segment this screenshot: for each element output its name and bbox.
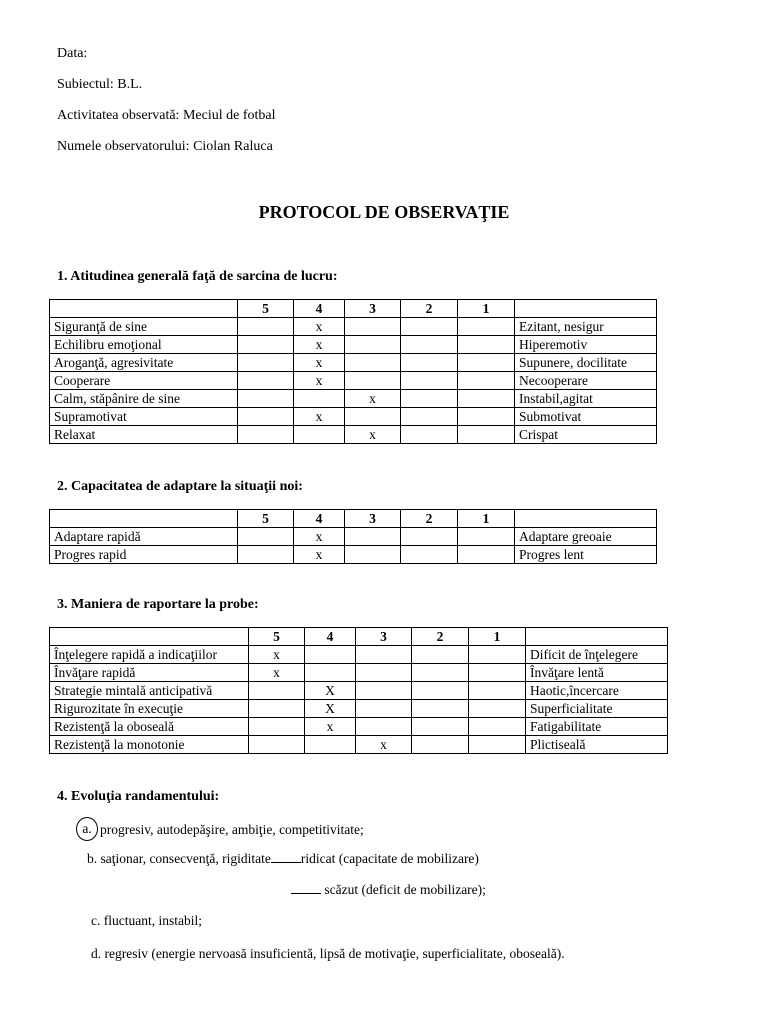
score-cell: x bbox=[294, 354, 345, 372]
table-row bbox=[50, 318, 657, 336]
opposite-trait-cell: Hiperemotiv bbox=[515, 336, 657, 354]
score-cell bbox=[249, 736, 305, 754]
score-cell bbox=[305, 664, 356, 682]
trait-cell bbox=[50, 300, 238, 318]
opposite-trait-cell: Instabil,agitat bbox=[515, 390, 657, 408]
table-header-row bbox=[50, 510, 657, 528]
section3-heading: 3. Maniera de raportare la probe: bbox=[57, 597, 259, 612]
score-cell: x bbox=[294, 372, 345, 390]
score-cell bbox=[401, 354, 458, 372]
score-header-cell: 4 bbox=[294, 300, 345, 318]
score-cell bbox=[469, 700, 526, 718]
score-cell bbox=[345, 546, 401, 564]
table-row bbox=[50, 736, 668, 754]
header-subject: Subiectul: B.L. bbox=[57, 77, 143, 92]
opposite-trait-cell: Haotic,încercare bbox=[526, 682, 668, 700]
score-cell bbox=[238, 318, 294, 336]
table-row bbox=[50, 682, 668, 700]
blank-line bbox=[291, 881, 321, 894]
trait-cell: Relaxat bbox=[50, 426, 238, 444]
score-cell: x bbox=[294, 408, 345, 426]
table-row bbox=[50, 646, 668, 664]
score-cell: X bbox=[305, 700, 356, 718]
score-cell bbox=[401, 408, 458, 426]
section1-heading: 1. Atitudinea generală faţă de sarcina de lucru: bbox=[57, 269, 338, 284]
score-cell bbox=[469, 718, 526, 736]
score-cell bbox=[238, 528, 294, 546]
score-cell bbox=[412, 646, 469, 664]
opposite-trait-cell: Submotivat bbox=[515, 408, 657, 426]
table-header-row bbox=[50, 300, 657, 318]
score-cell bbox=[458, 372, 515, 390]
score-cell bbox=[294, 426, 345, 444]
score-cell bbox=[412, 664, 469, 682]
score-cell bbox=[458, 354, 515, 372]
option-b-high: ridicat (capacitate de mobilizare) bbox=[300, 851, 479, 866]
opposite-trait-cell: Dificit de înţelegere bbox=[526, 646, 668, 664]
score-cell bbox=[238, 408, 294, 426]
score-cell bbox=[238, 546, 294, 564]
option-a-letter-circled: a. bbox=[76, 817, 98, 841]
score-header-cell: 5 bbox=[238, 300, 294, 318]
table-row bbox=[50, 408, 657, 426]
section4-heading: 4. Evoluţia randamentului: bbox=[57, 789, 220, 804]
trait-cell: Aroganţă, agresivitate bbox=[50, 354, 238, 372]
trait-cell: Echilibru emoţional bbox=[50, 336, 238, 354]
trait-cell: Progres rapid bbox=[50, 546, 238, 564]
option-d: d. regresiv (energie nervoasă insuficientă, lipsă de motivaţie, superficialitate, oboseală). bbox=[91, 946, 565, 961]
score-header-cell: 4 bbox=[294, 510, 345, 528]
score-cell: X bbox=[305, 682, 356, 700]
section3-table bbox=[49, 627, 668, 754]
table-row bbox=[50, 700, 668, 718]
trait-cell: Rezistenţă la oboseală bbox=[50, 718, 249, 736]
option-a-text: progresiv, autodepăşire, ambiţie, competitivitate; bbox=[100, 822, 364, 837]
section1-table bbox=[49, 299, 657, 444]
table-row bbox=[50, 546, 657, 564]
score-cell bbox=[412, 718, 469, 736]
score-cell bbox=[249, 682, 305, 700]
score-cell bbox=[401, 318, 458, 336]
score-cell bbox=[469, 736, 526, 754]
score-header-cell: 3 bbox=[345, 300, 401, 318]
table-row bbox=[50, 664, 668, 682]
trait-cell bbox=[50, 628, 249, 646]
table-row bbox=[50, 426, 657, 444]
score-cell bbox=[458, 318, 515, 336]
score-cell bbox=[458, 528, 515, 546]
score-header-cell: 3 bbox=[356, 628, 412, 646]
score-cell: x bbox=[294, 318, 345, 336]
trait-cell: Învăţare rapidă bbox=[50, 664, 249, 682]
trait-cell: Cooperare bbox=[50, 372, 238, 390]
option-b-text: b. saţionar, consecvenţă, rigiditate bbox=[87, 851, 271, 866]
score-header-cell: 4 bbox=[305, 628, 356, 646]
score-cell bbox=[458, 546, 515, 564]
option-b bbox=[87, 850, 479, 867]
trait-cell: Siguranţă de sine bbox=[50, 318, 238, 336]
opposite-trait-cell: Adaptare greoaie bbox=[515, 528, 657, 546]
score-cell bbox=[238, 426, 294, 444]
opposite-trait-cell: Fatigabilitate bbox=[526, 718, 668, 736]
section2-heading: 2. Capacitatea de adaptare la situaţii noi: bbox=[57, 479, 303, 494]
score-cell bbox=[305, 646, 356, 664]
table-row bbox=[50, 718, 668, 736]
opposite-trait-cell: Plictiseală bbox=[526, 736, 668, 754]
score-cell bbox=[238, 354, 294, 372]
opposite-trait-cell: Învăţare lentă bbox=[526, 664, 668, 682]
score-header-cell: 1 bbox=[458, 300, 515, 318]
score-cell bbox=[401, 372, 458, 390]
table-row bbox=[50, 336, 657, 354]
score-cell bbox=[401, 426, 458, 444]
score-cell bbox=[356, 682, 412, 700]
header-activity: Activitatea observată: Meciul de fotbal bbox=[57, 108, 276, 123]
table-row bbox=[50, 528, 657, 546]
score-header-cell: 5 bbox=[238, 510, 294, 528]
score-cell bbox=[401, 546, 458, 564]
opposite-trait-cell: Ezitant, nesigur bbox=[515, 318, 657, 336]
opposite-trait-cell: Supunere, docilitate bbox=[515, 354, 657, 372]
score-cell: x bbox=[305, 718, 356, 736]
score-cell bbox=[401, 528, 458, 546]
score-cell bbox=[401, 336, 458, 354]
score-cell: x bbox=[294, 528, 345, 546]
score-cell: x bbox=[345, 426, 401, 444]
trait-cell: Adaptare rapidă bbox=[50, 528, 238, 546]
score-header-cell: 2 bbox=[401, 300, 458, 318]
score-cell bbox=[249, 718, 305, 736]
score-header-cell: 2 bbox=[401, 510, 458, 528]
score-cell bbox=[345, 354, 401, 372]
score-cell bbox=[249, 700, 305, 718]
trait-cell bbox=[50, 510, 238, 528]
score-header-cell: 2 bbox=[412, 628, 469, 646]
score-header-cell: 5 bbox=[249, 628, 305, 646]
score-header-cell: 3 bbox=[345, 510, 401, 528]
header-observer: Numele observatorului: Ciolan Raluca bbox=[57, 139, 273, 154]
score-cell bbox=[345, 408, 401, 426]
score-cell bbox=[238, 390, 294, 408]
score-cell bbox=[458, 426, 515, 444]
score-cell bbox=[412, 682, 469, 700]
score-cell bbox=[345, 318, 401, 336]
table-row bbox=[50, 354, 657, 372]
trait-cell: Rigurozitate în execuţie bbox=[50, 700, 249, 718]
score-cell: x bbox=[249, 646, 305, 664]
score-cell bbox=[238, 372, 294, 390]
trait-cell: Rezistenţă la monotonie bbox=[50, 736, 249, 754]
opposite-trait-cell: Necooperare bbox=[515, 372, 657, 390]
opposite-trait-cell: Crispat bbox=[515, 426, 657, 444]
score-cell bbox=[458, 336, 515, 354]
score-cell: x bbox=[345, 390, 401, 408]
score-cell bbox=[458, 390, 515, 408]
score-cell bbox=[345, 336, 401, 354]
option-b-low-line bbox=[291, 881, 486, 898]
trait-cell: Calm, stăpânire de sine bbox=[50, 390, 238, 408]
score-header-cell: 1 bbox=[458, 510, 515, 528]
header-date: Data: bbox=[57, 46, 88, 61]
score-cell bbox=[469, 682, 526, 700]
score-cell: x bbox=[294, 336, 345, 354]
section2-table bbox=[49, 509, 657, 564]
score-cell bbox=[469, 646, 526, 664]
score-cell bbox=[469, 664, 526, 682]
score-cell bbox=[412, 736, 469, 754]
opposite-trait-cell: Progres lent bbox=[515, 546, 657, 564]
opposite-trait-cell bbox=[526, 628, 668, 646]
score-cell: x bbox=[356, 736, 412, 754]
score-cell bbox=[345, 372, 401, 390]
score-cell bbox=[305, 736, 356, 754]
score-header-cell: 1 bbox=[469, 628, 526, 646]
score-cell bbox=[356, 718, 412, 736]
opposite-trait-cell: Superficialitate bbox=[526, 700, 668, 718]
blank-line bbox=[271, 850, 301, 863]
score-cell: x bbox=[249, 664, 305, 682]
trait-cell: Strategie mintală anticipativă bbox=[50, 682, 249, 700]
opposite-trait-cell bbox=[515, 510, 657, 528]
option-c: c. fluctuant, instabil; bbox=[91, 913, 202, 928]
score-cell bbox=[238, 336, 294, 354]
table-header-row bbox=[50, 628, 668, 646]
score-cell bbox=[356, 646, 412, 664]
trait-cell: Înţelegere rapidă a indicaţiilor bbox=[50, 646, 249, 664]
score-cell bbox=[345, 528, 401, 546]
trait-cell: Supramotivat bbox=[50, 408, 238, 426]
table-row bbox=[50, 390, 657, 408]
option-a bbox=[80, 818, 364, 842]
score-cell: x bbox=[294, 546, 345, 564]
score-cell bbox=[401, 390, 458, 408]
table-row bbox=[50, 372, 657, 390]
option-b-low: scăzut (deficit de mobilizare); bbox=[324, 882, 486, 897]
score-cell bbox=[412, 700, 469, 718]
score-cell bbox=[356, 700, 412, 718]
opposite-trait-cell bbox=[515, 300, 657, 318]
page-title: PROTOCOL DE OBSERVAŢIE bbox=[258, 202, 510, 222]
score-cell bbox=[458, 408, 515, 426]
score-cell bbox=[356, 664, 412, 682]
score-cell bbox=[294, 390, 345, 408]
